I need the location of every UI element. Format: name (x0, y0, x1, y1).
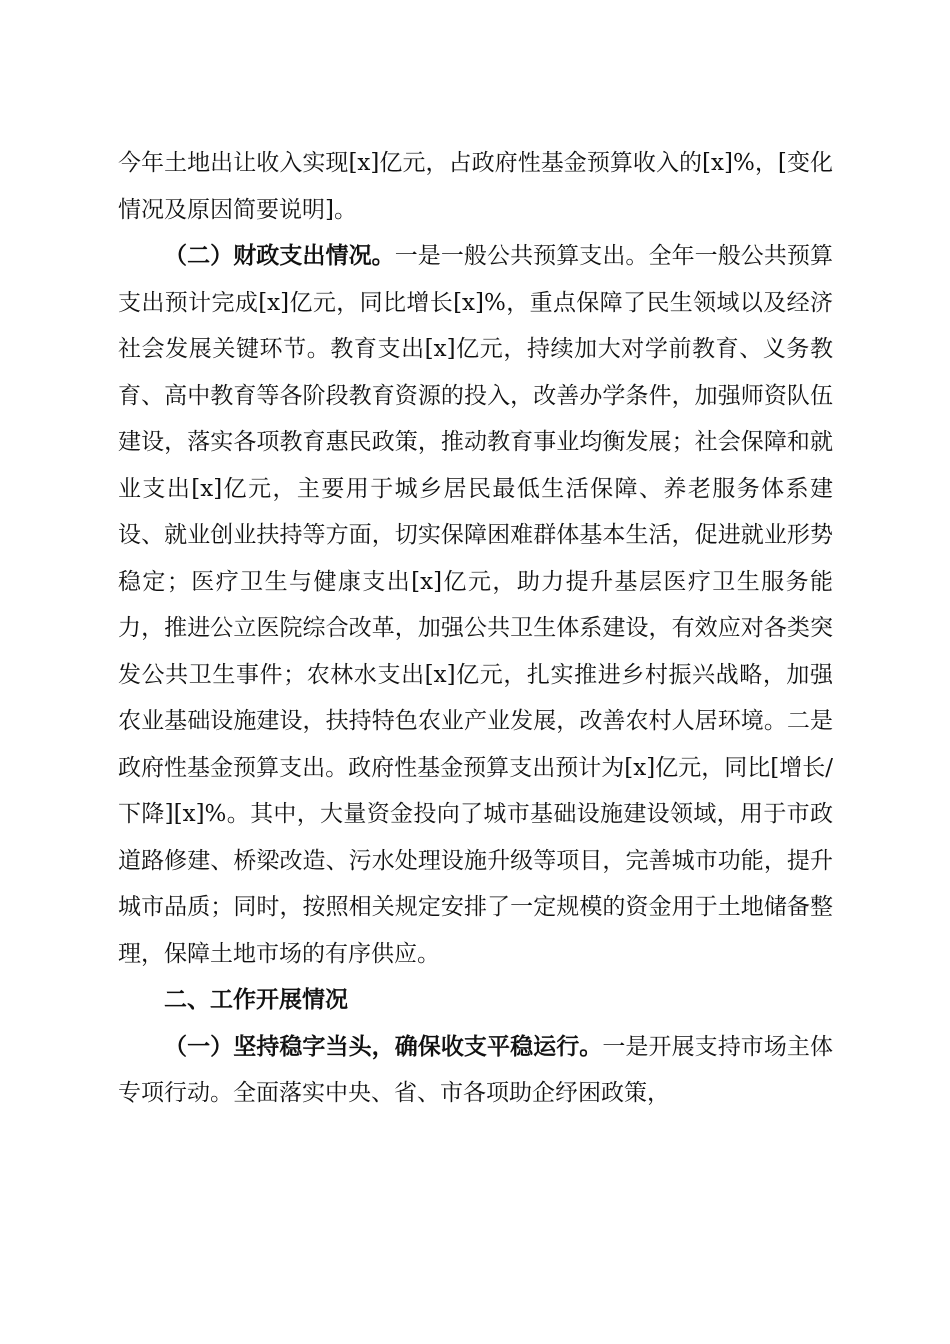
paragraph-land-revenue: 今年土地出让收入实现[x]亿元，占政府性基金预算收入的[x]%，[变化情况及原因简要说明]。 (118, 150, 833, 223)
section-heading-work-progress: 二、工作开展情况 (164, 987, 348, 1013)
section-lead-fiscal-expenditure: （二）财政支出情况。 (164, 242, 395, 269)
section-lead-stability: （一）坚持稳字当头，确保收支平稳运行。 (164, 1032, 603, 1060)
paragraph-fiscal-expenditure (118, 233, 833, 977)
document-body (118, 140, 833, 1117)
paragraph-stability-body: 一是开展支持市场主体专项行动。全面落实中央、省、市各项助企纾困政策， (118, 1033, 834, 1106)
paragraph-fiscal-expenditure-body: 一是一般公共预算支出。全年一般公共预算支出预计完成[x]亿元，同比增长[x]%，重点保障了民生领域以及经济社会发展关键环节。教育支出[x]亿元，持续加大对学前教育、义务教育、高中教育等各阶段教育资源的投入，改善办学条件，加强师资队伍建设，落实各项教育惠民政策，推动教育事业均衡发展；社会保障和就业支出[x]亿元，主要用于城乡居民最低生活保障、养老服务体系建设、就业创业扶持等方面，切实保障困难群体基本生活，促进就业形势稳定；医疗卫生与健康支出[x]亿元，助力提升基层医疗卫生服务能力，推进公立医院综合改革，加强公共卫生体系建设，有效应对各类突发公共卫生事件；农林水支出[x]亿元，扎实推进乡村振兴战略，加强农业基础设施建设，扶持特色农业产业发展，改善农村人居环境。二是政府性基金预算支出。政府性基金预算支出预计为[x]亿元，同比[增长/下降][x]%。其中，大量资金投向了城市基础设施建设领域，用于市政道路修建、桥梁改造、污水处理设施升级等项目，完善城市功能，提升城市品质；同时，按照相关规定安排了一定规模的资金用于土地储备整理，保障土地市场的有序供应。 (118, 243, 834, 967)
paragraph-stability (118, 1024, 833, 1117)
